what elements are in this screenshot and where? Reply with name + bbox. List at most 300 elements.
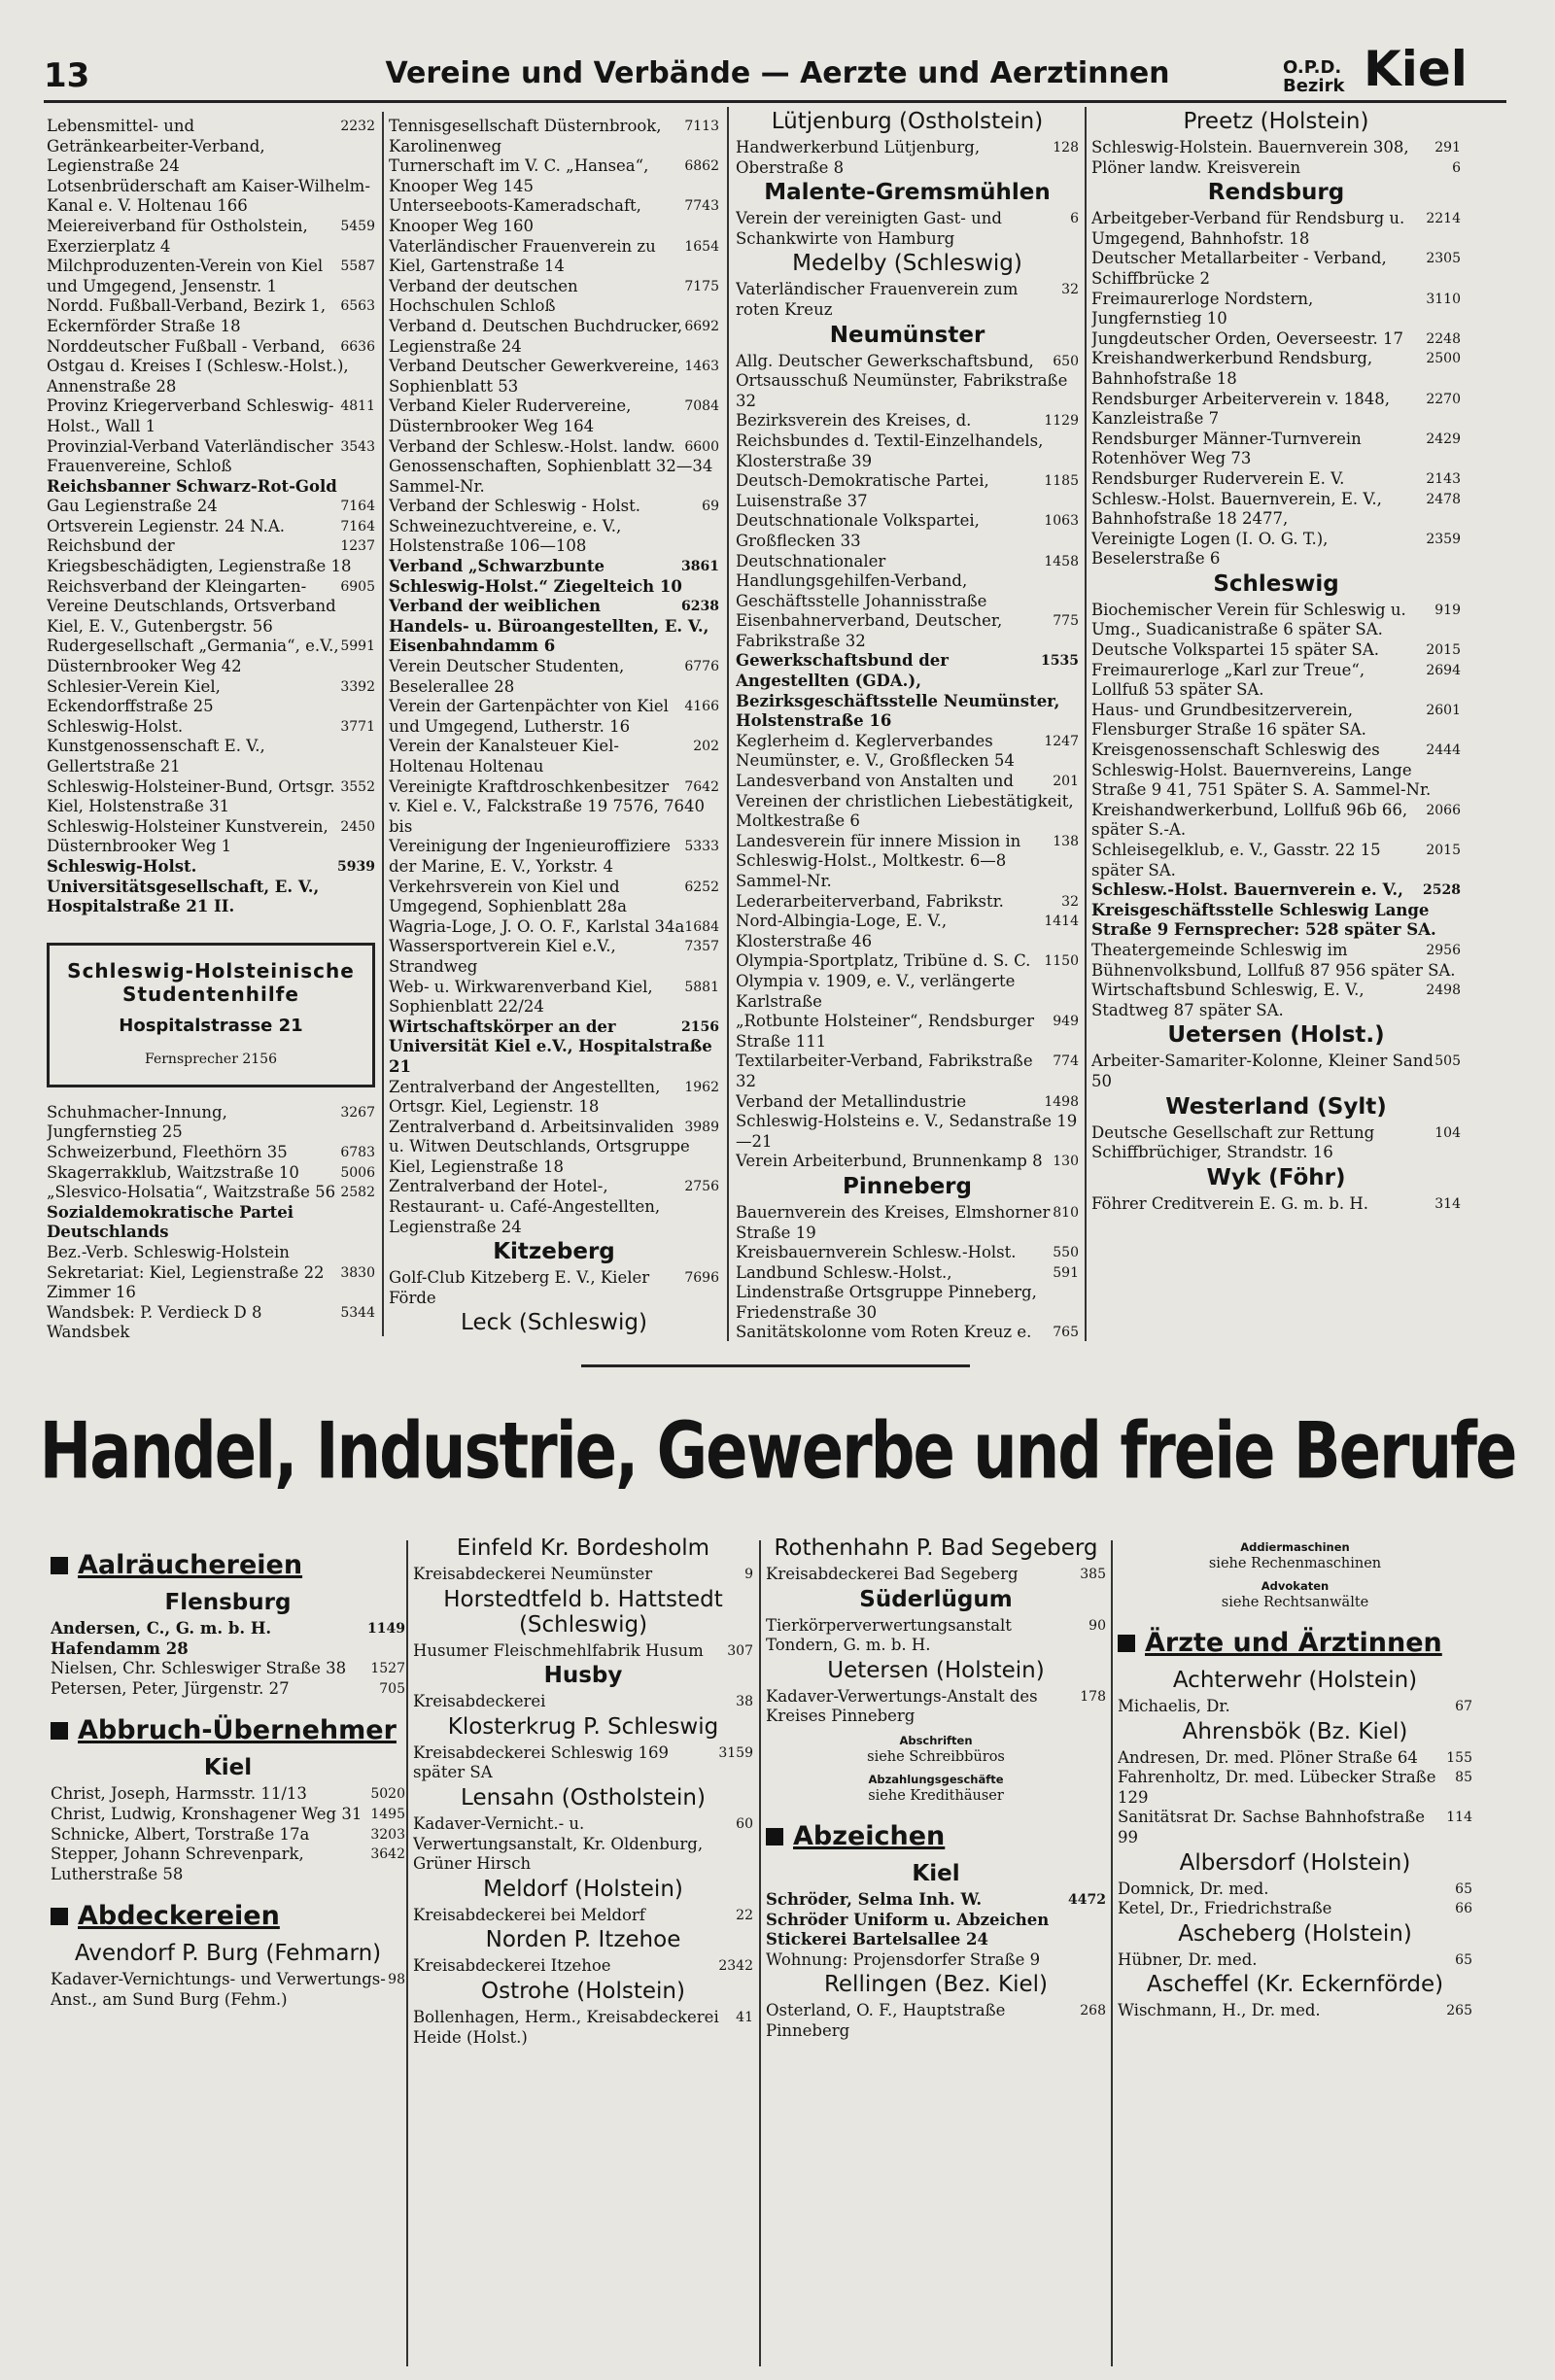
entry — [1091, 158, 1461, 179]
entry-phone: 314 — [1434, 1195, 1461, 1212]
entry — [1091, 390, 1461, 430]
entry-text: Schlesier-Verein Kiel, Eckendorffstraße 25 — [47, 676, 221, 716]
entry — [389, 437, 719, 498]
entry-text: Deutscher Metallarbeiter - Verband, Schiffbrücke 2 — [1091, 249, 1387, 288]
entry — [736, 611, 1079, 651]
entry — [1091, 1194, 1461, 1215]
entry-phone: 7113 — [684, 119, 719, 134]
entry-phone: 3861 — [681, 559, 719, 575]
entry-text: Fahrenholtz, Dr. med. Lübecker Straße 129 — [1118, 1768, 1436, 1807]
entry — [389, 917, 719, 938]
column-6 — [413, 1534, 753, 2369]
entry-text: Olympia-Sportplatz, Tribüne d. S. C. Olympia v. 1909, e. V., verlängerte Karlstraße — [736, 951, 1031, 1011]
entry-text: Kreishandwerkerbund, Lollfuß 96b 66, später S.-A. — [1091, 800, 1408, 840]
entry-phone: 85 — [1455, 1770, 1472, 1786]
entry-text: Ortsverein Legienstr. 24 N.A. — [47, 516, 286, 535]
location-heading: Ostrohe (Holstein) — [481, 1978, 685, 2004]
entry — [47, 1203, 375, 1243]
entry-text: Freimaurerloge Nordstern, Jungfernstieg 10 — [1091, 289, 1314, 328]
entry — [389, 117, 719, 156]
entry-phone: 650 — [1053, 353, 1079, 369]
entry-text: Schleswig-Holst. Universitätsgesellschaft, E. V., Hospitalstraße 21 II. — [47, 856, 320, 916]
ad-phone: Fernsprecher 2156 — [145, 1051, 277, 1067]
location-heading: Avendorf P. Burg (Fehmarn) — [74, 1941, 382, 1967]
entry-text: Michaelis, Dr. — [1118, 1697, 1230, 1715]
entry — [389, 1177, 719, 1237]
entry — [51, 1825, 405, 1845]
entry — [413, 1956, 753, 1977]
column-4 — [1091, 107, 1461, 1341]
entry — [47, 517, 375, 537]
entry-text: Verband d. Deutschen Buchdrucker, Legienstraße 24 — [389, 316, 683, 356]
entry-phone: 104 — [1434, 1124, 1461, 1141]
entry — [47, 177, 375, 217]
location-heading: Horstedtfeld b. Hattstedt (Schleswig) — [443, 1586, 723, 1638]
entry-phone: 5344 — [340, 1304, 375, 1321]
section-heading — [1118, 1627, 1472, 1660]
entry-phone: 90 — [1088, 1617, 1106, 1634]
entry-phone: 2956 — [1426, 942, 1461, 958]
entry-phone: 268 — [1080, 2003, 1106, 2019]
entry — [47, 717, 375, 777]
entry-text: Verband Kieler Rudervereine, Düsternbrooker Weg 164 — [389, 397, 632, 435]
entry — [1118, 2001, 1472, 2021]
entry-phone: 1458 — [1044, 553, 1079, 569]
location-heading: Leck (Schleswig) — [461, 1310, 647, 1336]
city-label: Kiel — [1364, 41, 1468, 97]
entry-text: Norddeutscher Fußball - Verband, Ostgau d. Kreises I (Schlesw.-Holst.), Annenstraße 28 — [47, 336, 349, 396]
entry-text: Kreisabdeckerei Schleswig 169 später SA — [413, 1742, 670, 1782]
entry — [1118, 1899, 1472, 1919]
entry — [51, 1784, 405, 1805]
entry-phone: 1684 — [684, 918, 719, 935]
entry — [736, 951, 1079, 1012]
entry — [413, 1692, 753, 1712]
location-heading: Klosterkrug P. Schleswig — [447, 1713, 719, 1740]
entry-text: Verein Deutscher Studenten, Beselerallee 28 — [389, 657, 625, 696]
entry — [736, 209, 1079, 249]
entry-phone: 1535 — [1041, 653, 1079, 670]
entry-text: Biochemischer Verein für Schleswig u. Umg., Suadicanistraße 6 später SA. — [1091, 600, 1406, 639]
entry-phone: 265 — [1446, 2003, 1472, 2019]
entry — [1091, 530, 1461, 569]
entry-text: Rendsburger Ruderverein E. V. — [1091, 468, 1345, 488]
bullet-square-icon — [51, 1557, 68, 1574]
column-divider — [1085, 107, 1087, 1341]
entry-phone: 2248 — [1426, 330, 1461, 347]
entry — [1091, 841, 1461, 880]
location-heading: Lütjenburg (Ostholstein) — [771, 109, 1044, 134]
entry-text: Arbeitgeber-Verband für Rendsburg u. Umgegend, Bahnhofstr. 18 — [1091, 209, 1405, 248]
entry-phone: 9 — [744, 1567, 753, 1582]
location-heading: Meldorf (Holstein) — [483, 1876, 683, 1902]
entry — [47, 217, 375, 257]
entry-text: Föhrer Creditverein E. G. m. b. H. — [1091, 1193, 1368, 1213]
entry — [1118, 1768, 1472, 1808]
entry — [736, 1012, 1079, 1052]
entry-text: Sanitätsrat Dr. Sachse Bahnhofstraße 99 — [1118, 1808, 1425, 1846]
entry-phone: 2143 — [1426, 470, 1461, 487]
entry-text: Deutsch-Demokratische Partei, Luisenstraße 37 — [736, 471, 989, 510]
entry-text: Vaterländischer Frauenverein zu Kiel, Gartenstraße 14 — [389, 236, 656, 276]
entry-text: Meiereiverband für Ostholstein, Exerzierplatz 4 — [47, 216, 308, 256]
entry-text: Verband der weiblichen Handels- u. Büroangestellten, E. V., Eisenbahndamm 6 — [389, 597, 709, 656]
entry-phone: 32 — [1061, 893, 1079, 910]
entry-text: Nord-Albingia-Loge, E. V., Klosterstraße 46 — [736, 912, 948, 950]
entry-phone: 1129 — [1044, 413, 1079, 430]
entry — [389, 1118, 719, 1178]
entry-phone: 1247 — [1044, 733, 1079, 749]
entry — [1091, 701, 1461, 741]
entry-phone: 3989 — [684, 1119, 719, 1135]
entry — [413, 2008, 753, 2048]
column-divider — [382, 112, 384, 1336]
entry-text: Verband „Schwarzbunte Schleswig-Holst.“ Ziegelteich 10 — [389, 557, 682, 596]
column-7 — [766, 1534, 1106, 2369]
entry — [736, 772, 1079, 832]
entry — [766, 1950, 1106, 1971]
entry-text: Andresen, Dr. med. Plöner Straße 64 — [1118, 1747, 1418, 1767]
entry — [47, 536, 375, 576]
entry — [1091, 349, 1461, 389]
entry-phone: 6 — [1070, 211, 1079, 227]
entry-text: Kreisbauernverein Schlesw.-Holst. — [736, 1243, 1017, 1262]
location-heading: Ascheberg (Holstein) — [1178, 1920, 1412, 1947]
entry — [1118, 1808, 1472, 1847]
entry — [1118, 1950, 1472, 1971]
entry — [47, 1243, 375, 1263]
entry — [389, 837, 719, 877]
entry — [736, 552, 1079, 612]
entry-text: Wagria-Loge, J. O. O. F., Karlstal 34a — [389, 916, 685, 936]
entry-phone: 1962 — [684, 1079, 719, 1095]
entry-phone: 202 — [693, 739, 719, 755]
entry-phone: 6692 — [684, 318, 719, 334]
entry — [47, 1143, 375, 1163]
entry — [1091, 138, 1461, 158]
entry-phone: 3392 — [340, 678, 375, 695]
entry-phone: 2066 — [1426, 802, 1461, 818]
entry — [47, 637, 375, 676]
entry-phone: 178 — [1080, 1688, 1106, 1705]
cross-ref-link: siehe Rechtsanwälte — [1221, 1595, 1369, 1610]
entry — [47, 677, 375, 717]
entry-phone: 765 — [1053, 1325, 1079, 1341]
entry-text: Gau Legienstraße 24 — [47, 497, 218, 516]
entry-phone: 32 — [1061, 282, 1079, 298]
entry — [413, 1565, 753, 1585]
entry — [1091, 249, 1461, 289]
entry-text: Schlesw.-Holst. Bauernverein, E. V., Bahnhofstraße 18 2477, — [1091, 489, 1382, 529]
entry — [766, 1687, 1106, 1727]
entry-phone: 155 — [1446, 1749, 1472, 1766]
location-heading: Norden P. Itzehoe — [485, 1927, 681, 1953]
entry-text: Lebensmittel- und Getränkearbeiter-Verband, Legienstraße 24 — [47, 117, 265, 176]
entry-text: Verband der Schleswig - Holst. Schweinezuchtvereine, e. V., Holstenstraße 106—108 — [389, 497, 640, 556]
entry-text: Vereinigung der Ingenieuroffiziere der Marine, E. V., Yorkstr. 4 — [389, 837, 672, 876]
entry-phone — [693, 1339, 719, 1341]
entry-text: Sanitätskolonne vom Roten Kreuz e. — [736, 1323, 1032, 1341]
entry-text: Rendsburger Männer-Turnverein Rotenhöver Weg 73 — [1091, 429, 1362, 468]
entry — [51, 1659, 405, 1679]
entry-text: Arbeiter-Samariter-Kolonne, Kleiner Sand 50 — [1091, 1052, 1434, 1090]
entry-text: Skagerrakklub, Waitzstraße 10 — [47, 1162, 299, 1182]
location-heading: Husby — [543, 1663, 623, 1689]
entry — [736, 352, 1079, 412]
entry — [47, 577, 375, 638]
entry — [736, 411, 1079, 471]
entry — [51, 1805, 405, 1825]
entry-phone: 6600 — [684, 438, 719, 455]
entry-text: Kreisgenossenschaft Schleswig des Schleswig-Holst. Bauernvereins, Lange Straße 9 41, 751 Später S. A. Sammel-Nr. — [1091, 741, 1432, 800]
entry — [389, 497, 719, 557]
entry — [51, 1845, 405, 1884]
entry-text: Vereinigte Kraftdroschkenbesitzer v. Kiel e. V., Falckstraße 19 7576, 7640 bis — [389, 776, 706, 836]
entry-phone: 2359 — [1426, 531, 1461, 547]
entry-phone: 2528 — [1423, 882, 1461, 899]
cross-ref-heading: Addiermaschinen — [1240, 1540, 1350, 1554]
entry-text: Kadaver-Vernicht.- u. Verwertungsanstalt, Kr. Oldenburg, Grüner Hirsch — [413, 1813, 704, 1874]
entry-text: Wirtschaftskörper an der Universität Kiel e.V., Hospitalstraße 21 — [389, 1017, 712, 1076]
entry-phone: 505 — [1434, 1053, 1461, 1070]
entry — [736, 832, 1079, 892]
entry-phone: 6252 — [684, 879, 719, 895]
entry-phone: 591 — [1053, 1264, 1079, 1281]
entry-text: Milchproduzenten-Verein von Kiel und Umgegend, Jensenstr. 1 — [47, 257, 324, 295]
entry-text: Verein der Gartenpächter von Kiel und Umgegend, Lutherstr. 16 — [389, 697, 669, 736]
column-divider — [406, 1540, 408, 2366]
entry-text: Kreisabdeckerei Bad Segeberg — [766, 1565, 1019, 1583]
entry — [1091, 329, 1461, 350]
entry — [413, 1641, 753, 1662]
entry-text: Rendsburger Arbeiterverein v. 1848, Kanzleistraße 7 — [1091, 389, 1391, 429]
entry-phone: 2305 — [1426, 251, 1461, 267]
entry — [1091, 981, 1461, 1020]
entry-text: Schleswig-Holstein. Bauernverein 308, — [1091, 138, 1409, 156]
entry-phone: 2015 — [1426, 642, 1461, 659]
entry-phone: 1463 — [684, 359, 719, 375]
entry-text: Verein der Kanalsteuer Kiel-Holtenau Holtenau — [389, 737, 619, 776]
entry-text: Haus- und Grundbesitzerverein, Flensburger Straße 16 später SA. — [1091, 700, 1366, 740]
entry — [736, 511, 1079, 551]
entry-phone: 7084 — [684, 398, 719, 415]
column-3 — [736, 107, 1079, 1341]
entry-phone: 291 — [1434, 140, 1461, 155]
entry-text: „Rotbunte Holsteiner“, Rendsburger Straße 111 — [736, 1012, 1035, 1051]
entry-phone: 2478 — [1426, 491, 1461, 507]
column-divider — [727, 107, 729, 1341]
section-rule — [581, 1364, 970, 1367]
entry-phone: 6563 — [340, 298, 375, 315]
entry-phone: 1150 — [1044, 953, 1079, 970]
entry-phone: 4811 — [340, 398, 375, 415]
entry — [389, 1078, 719, 1118]
entry — [389, 397, 719, 436]
entry-phone: 7175 — [684, 278, 719, 294]
entry-text: Lederarbeiterverband, Fabrikstr. — [736, 891, 1004, 911]
section-heading-text: Ärzte und Ärztinnen — [1145, 1628, 1442, 1658]
location-heading: Pinneberg — [843, 1173, 972, 1199]
entry-phone: 1149 — [367, 1621, 405, 1637]
section-heading-text: Abzeichen — [793, 1820, 946, 1851]
entry-text: Plöner landw. Kreisverein — [1091, 157, 1301, 177]
entry-phone: 705 — [379, 1680, 405, 1697]
entry — [1091, 430, 1461, 469]
entry — [736, 1323, 1079, 1341]
ad-subtitle: Studentenhilfe — [122, 982, 299, 1006]
entry-phone: 1654 — [684, 238, 719, 255]
location-heading: Albersdorf (Holstein) — [1179, 1849, 1411, 1876]
entry — [736, 471, 1079, 511]
entry-phone: 1063 — [1044, 513, 1079, 530]
section-heading — [51, 1714, 405, 1747]
entry — [1091, 1123, 1461, 1163]
entry-text: Web- u. Wirkwarenverband Kiel, Sophienblatt 22/24 — [389, 977, 653, 1017]
cross-ref-link: siehe Kredithäuser — [868, 1787, 1004, 1804]
entry-text: Christ, Ludwig, Kronshagener Weg 31 — [51, 1804, 363, 1823]
entry-text: Verband Deutscher Gewerkvereine, Sophienblatt 53 — [389, 357, 679, 396]
entry — [47, 1103, 375, 1143]
column-8 — [1118, 1534, 1472, 2369]
entry-text: Bezirksverein des Kreises, d. Reichsbundes d. Textil-Einzelhandels, Klosterstraße 39 — [736, 411, 1044, 470]
entry-phone: 1237 — [340, 538, 375, 555]
entry-phone: 22 — [736, 1907, 753, 1923]
entry-list — [389, 1339, 719, 1341]
entry-text: Deutsche Volkspartei 15 später SA. — [1091, 640, 1379, 660]
section-banner: Handel, Industrie, Gewerbe und freie Berufe — [39, 1407, 1516, 1498]
entry-phone: 2270 — [1426, 391, 1461, 407]
entry — [47, 777, 375, 817]
entry — [389, 1339, 719, 1341]
entry-phone: 3203 — [370, 1826, 405, 1843]
ad-title: Schleswig-Holsteinische — [67, 958, 355, 983]
entry — [1091, 661, 1461, 701]
entry-text: Deutsche Gesellschaft zur Rettung Schiffbrüchiger, Strandstr. 16 — [1091, 1122, 1375, 1162]
location-heading: Lensahn (Ostholstein) — [461, 1784, 706, 1811]
entry — [47, 397, 375, 436]
entry — [389, 937, 719, 977]
entry — [1091, 469, 1461, 490]
cross-ref-link: siehe Rechenmaschinen — [1208, 1556, 1382, 1571]
section-heading-text: Abdeckereien — [78, 1901, 280, 1932]
entry-text: Osterland, O. F., Hauptstraße Pinneberg — [766, 2001, 1006, 2040]
entry-text: Tennisgesellschaft Düsternbrook, Karolinenweg — [389, 117, 662, 155]
entry-phone: 2429 — [1426, 431, 1461, 447]
entry-text: Christ, Joseph, Harmsstr. 11/13 — [51, 1784, 307, 1804]
cross-ref-link: siehe Schreibbüros — [867, 1748, 1005, 1765]
entry-phone: 7164 — [340, 499, 375, 515]
entry — [389, 878, 719, 917]
entry — [736, 138, 1079, 178]
entry-phone: 5939 — [337, 858, 375, 875]
entry-text: Unterseeboots-Kameradschaft, Knooper Weg 160 — [389, 196, 641, 235]
entry-phone: 130 — [1053, 1154, 1079, 1170]
entry-phone: 810 — [1053, 1204, 1079, 1221]
entry-text: Gewerkschaftsbund der Angestellten (GDA.), Bezirksgeschäftsstelle Neumünster, Holstenstraße 16 — [736, 651, 1060, 731]
entry — [389, 357, 719, 397]
entry-phone: 2015 — [1426, 843, 1461, 858]
entry-phone: 3552 — [340, 778, 375, 795]
entry-phone: 2450 — [340, 818, 375, 835]
entry-text: Wischmann, H., Dr. med. — [1118, 2001, 1321, 2020]
entry-text: Wohnung: Projensdorfer Straße 9 — [766, 1949, 1041, 1969]
entry-text: Jungdeutscher Orden, Oeverseestr. 17 — [1091, 328, 1404, 348]
entry-phone: 2500 — [1426, 351, 1461, 367]
entry-text: Petersen, Peter, Jürgenstr. 27 — [51, 1678, 290, 1698]
entry-phone: 4472 — [1068, 1891, 1106, 1908]
entry-text: Wandsbek: P. Verdieck D 8 Wandsbek — [47, 1302, 262, 1341]
cross-ref-heading: Abzahlungsgeschäfte — [868, 1772, 1004, 1786]
entry-text: Kadaver-Vernichtungs- und Verwertungs-Anst., am Sund Burg (Fehm.) — [51, 1970, 386, 2009]
entry-text: Provinz Kriegerverband Schleswig-Holst., Wall 1 — [47, 397, 334, 435]
entry-phone: 6905 — [340, 578, 375, 595]
entry-text: Landesverein für innere Mission in Schleswig-Holst., Moltkestr. 6—8 Sammel-Nr. — [736, 831, 1021, 890]
entry-text: Domnick, Dr. med. — [1118, 1879, 1269, 1898]
entry-text: Schleswig-Holst. Kunstgenossenschaft E. V., Gellertstraße 21 — [47, 716, 265, 776]
entry-phone: 6776 — [684, 659, 719, 675]
section-heading — [51, 1549, 405, 1582]
location-heading: Kiel — [912, 1860, 960, 1886]
entry-text: Kreisabdeckerei Itzehoe — [413, 1956, 611, 1976]
entry-text: Rudergesellschaft „Germania“, e.V., Düsternbrooker Weg 42 — [47, 637, 339, 676]
entry — [47, 497, 375, 517]
bullet-square-icon — [51, 1722, 68, 1740]
entry-phone: 3642 — [370, 1846, 405, 1863]
entry-text: Verkehrsverein von Kiel und Umgegend, Sophienblatt 28a — [389, 877, 627, 916]
entry-text: Nielsen, Chr. Schleswiger Straße 38 — [51, 1659, 347, 1678]
bullet-square-icon — [51, 1908, 68, 1925]
entry-phone: 60 — [736, 1815, 753, 1832]
entry — [1118, 1880, 1472, 1900]
entry-text: Vaterländischer Frauenverein zum roten Kreuz — [736, 280, 1019, 319]
entry-text: Allg. Deutscher Gewerkschaftsbund, Ortsausschuß Neumünster, Fabrikstraße 32 — [736, 351, 1068, 410]
entry — [736, 732, 1079, 772]
section-heading-text: Aalräuchereien — [78, 1550, 303, 1580]
entry-phone: 385 — [1080, 1567, 1106, 1582]
entry-text: „Slesvico-Holsatia“, Waitzstraße 56 — [47, 1183, 336, 1202]
entry-text: Kreisabdeckerei — [413, 1692, 546, 1711]
entry-phone: 5881 — [684, 979, 719, 995]
entry-phone: 5020 — [370, 1786, 405, 1803]
entry-text: Wirtschaftsbund Schleswig, E. V., Stadtweg 87 später SA. — [1091, 981, 1365, 1019]
entry-phone: 201 — [1053, 774, 1079, 790]
entry — [47, 437, 375, 477]
entry-phone: 2156 — [681, 1018, 719, 1035]
location-heading: Wyk (Föhr) — [1206, 1164, 1346, 1190]
entry — [736, 280, 1079, 320]
entry — [389, 317, 719, 357]
entry-text: Verband der deutschen Hochschulen Schloß — [389, 276, 578, 316]
entry — [1091, 209, 1461, 249]
page-number: 13 — [44, 56, 90, 95]
location-heading: Süderlügum — [859, 1586, 1013, 1612]
entry-phone: 3830 — [340, 1264, 375, 1281]
entry-text: Zentralverband d. Arbeitsinvaliden u. Witwen Deutschlands, Ortsgruppe Kiel, Legienstraße 18 — [389, 1117, 690, 1176]
entry — [766, 1890, 1106, 1950]
entry-text: Stepper, Johann Schrevenpark, Lutherstraße 58 — [51, 1845, 304, 1883]
entry-phone: 2756 — [684, 1179, 719, 1195]
entry-phone: 1414 — [1044, 914, 1079, 930]
location-heading: Uetersen (Holstein) — [827, 1657, 1045, 1683]
entry-text: Bollenhagen, Herm., Kreisabdeckerei Heide (Holst.) — [413, 2007, 719, 2047]
location-heading: Kiel — [203, 1755, 253, 1781]
ad-address: Hospitalstrasse 21 — [119, 1015, 303, 1036]
entry-text: Lotsenbrüderschaft am Kaiser-Wilhelm-Kanal e. V. Holtenau 166 — [47, 176, 370, 216]
entry-text: Turnerschaft im V. C. „Hansea“, Knooper Weg 145 — [389, 156, 649, 195]
entry-text: Ketel, Dr., Friedrichstraße — [1118, 1899, 1332, 1918]
entry-phone: 5459 — [340, 218, 375, 234]
location-heading: Malente-Gremsmühlen — [764, 180, 1051, 206]
